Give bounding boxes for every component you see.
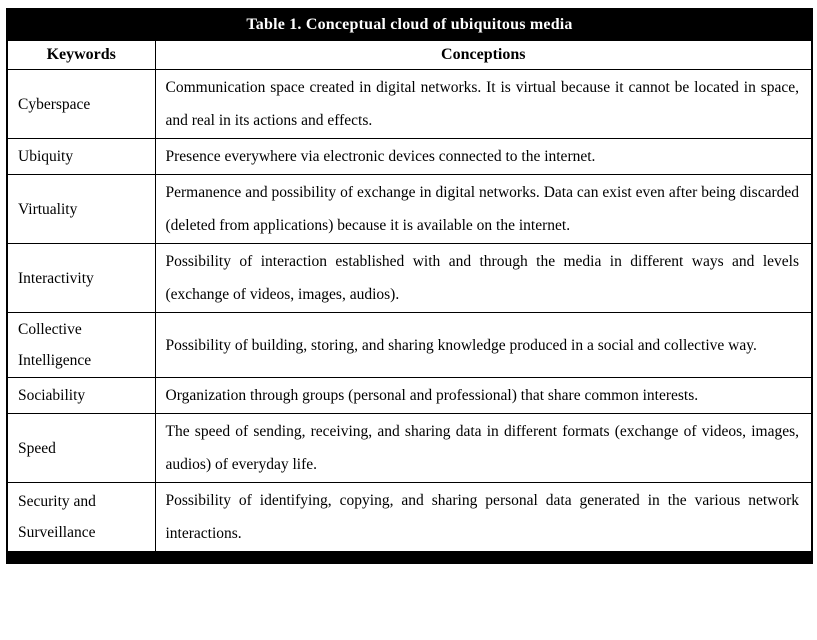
table-title-row: [7, 9, 812, 41]
keyword-cell: Collective Intelligence: [7, 313, 155, 378]
conceptual-cloud-table: [6, 8, 813, 564]
conception-cell: Organization through groups (personal and professional) that share common interests.: [155, 378, 812, 414]
conception-cell: Presence everywhere via electronic devices connected to the internet.: [155, 139, 812, 175]
table-row: [7, 175, 812, 244]
keyword-cell: Speed: [7, 414, 155, 483]
conception-cell: Communication space created in digital networks. It is virtual because it cannot be located in space, and real in its actions and effects.: [155, 70, 812, 139]
conception-cell: Possibility of building, storing, and sharing knowledge produced in a social and collective way.: [155, 313, 812, 378]
conception-cell: Possibility of interaction established with and through the media in different ways and levels (exchange of videos, images, audios).: [155, 244, 812, 313]
conception-cell: Permanence and possibility of exchange in digital networks. Data can exist even after being discarded (deleted from applications) because it is available on the internet.: [155, 175, 812, 244]
keyword-cell: Cyberspace: [7, 70, 155, 139]
keyword-cell: Security and Surveillance: [7, 483, 155, 552]
conception-cell: Possibility of identifying, copying, and sharing personal data generated in the various network interactions.: [155, 483, 812, 552]
column-header-conceptions: Conceptions: [155, 41, 812, 70]
table-row: [7, 378, 812, 414]
table-row: [7, 483, 812, 552]
column-header-keywords: Keywords: [7, 41, 155, 70]
table-row: [7, 139, 812, 175]
keyword-cell: Interactivity: [7, 244, 155, 313]
keyword-cell: Sociability: [7, 378, 155, 414]
table-row: [7, 244, 812, 313]
table-row: [7, 70, 812, 139]
table-footer-row: [7, 552, 812, 563]
keyword-cell: Ubiquity: [7, 139, 155, 175]
conception-cell: The speed of sending, receiving, and sharing data in different formats (exchange of videos, images, audios) of everyday life.: [155, 414, 812, 483]
table-title: Table 1. Conceptual cloud of ubiquitous media: [7, 9, 812, 41]
table-bottom-bar: [7, 552, 812, 563]
keyword-cell: Virtuality: [7, 175, 155, 244]
table-header-row: [7, 41, 812, 70]
table-row: [7, 313, 812, 378]
table-row: [7, 414, 812, 483]
